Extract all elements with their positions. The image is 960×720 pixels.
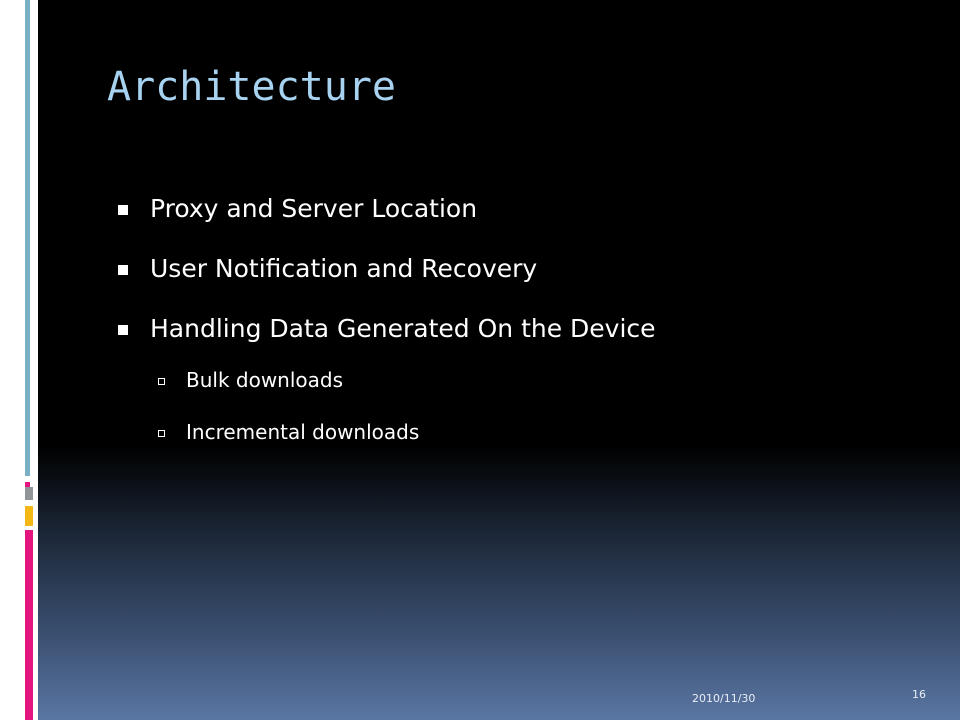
square-bullet-icon — [118, 265, 128, 275]
footer-date: 2010/11/30 — [692, 692, 756, 705]
square-bullet-icon — [118, 205, 128, 215]
strip-teal-segment — [25, 0, 30, 476]
slide-number: 16 — [912, 688, 926, 701]
strip-yellow-segment — [25, 506, 33, 526]
bullet-text: User Notification and Recovery — [150, 254, 538, 283]
hollow-square-bullet-icon — [158, 430, 165, 437]
strip-pink-long-segment — [25, 530, 33, 720]
bullet-text: Handling Data Generated On the Device — [150, 314, 656, 343]
strip-gray-segment — [25, 487, 33, 500]
sub-bullet-text: Bulk downloads — [186, 368, 344, 392]
sub-bullet-text: Incremental downloads — [186, 420, 420, 444]
decorative-strip — [0, 0, 38, 720]
slide-title: Architecture — [107, 64, 396, 110]
hollow-square-bullet-icon — [158, 378, 165, 385]
bullet-text: Proxy and Server Location — [150, 194, 478, 223]
square-bullet-icon — [118, 325, 128, 335]
